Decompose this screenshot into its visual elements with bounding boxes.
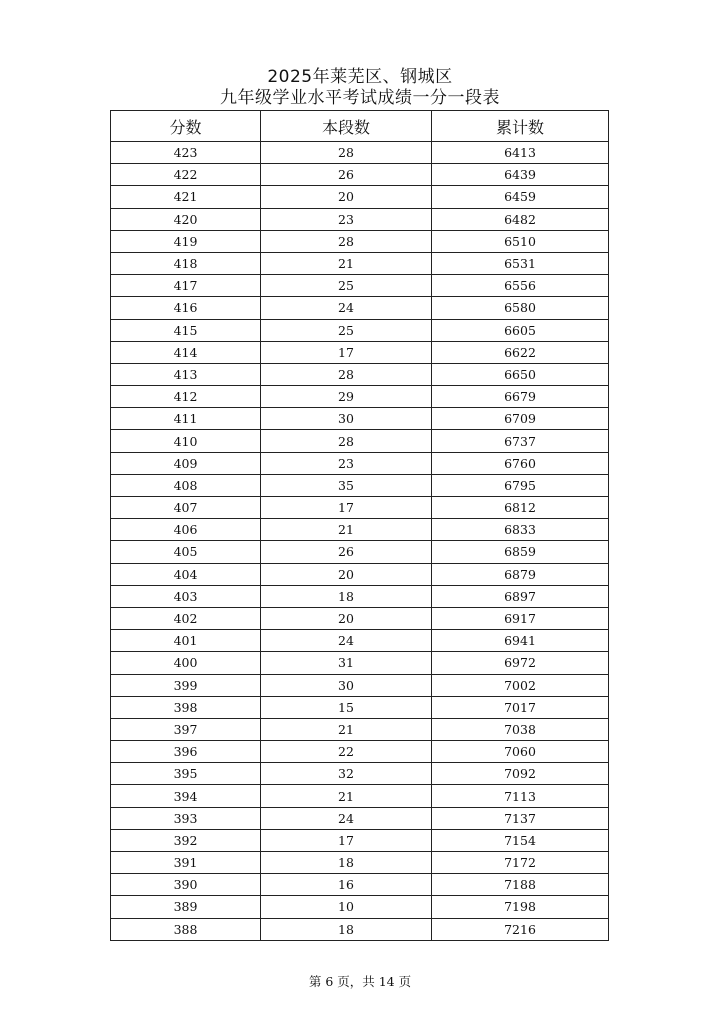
cell-score: 396 <box>111 741 261 763</box>
cell-segment-count: 21 <box>261 785 432 807</box>
cell-segment-count: 35 <box>261 474 432 496</box>
table-row <box>111 652 609 674</box>
cell-score: 408 <box>111 474 261 496</box>
table-row <box>111 363 609 385</box>
cell-segment-count: 20 <box>261 563 432 585</box>
cell-score: 395 <box>111 763 261 785</box>
document-title-line-2: 九年级学业水平考试成绩一分一段表 <box>220 88 500 108</box>
cell-segment-count: 24 <box>261 807 432 829</box>
cell-score: 414 <box>111 341 261 363</box>
cell-score: 399 <box>111 674 261 696</box>
cell-cumulative-count: 6760 <box>432 452 609 474</box>
cell-segment-count: 17 <box>261 497 432 519</box>
table-row <box>111 674 609 696</box>
table-row <box>111 785 609 807</box>
cell-cumulative-count: 6709 <box>432 408 609 430</box>
table-row <box>111 408 609 430</box>
cell-score: 412 <box>111 386 261 408</box>
table-row <box>111 896 609 918</box>
cell-segment-count: 18 <box>261 585 432 607</box>
cell-score: 402 <box>111 607 261 629</box>
cell-cumulative-count: 6941 <box>432 630 609 652</box>
table-row <box>111 741 609 763</box>
cell-score: 422 <box>111 164 261 186</box>
table-row <box>111 541 609 563</box>
cell-segment-count: 21 <box>261 519 432 541</box>
cell-score: 397 <box>111 718 261 740</box>
cell-cumulative-count: 7216 <box>432 918 609 940</box>
cell-segment-count: 30 <box>261 674 432 696</box>
cell-cumulative-count: 6650 <box>432 363 609 385</box>
table-row <box>111 230 609 252</box>
cell-cumulative-count: 6622 <box>432 341 609 363</box>
table-body <box>111 142 609 941</box>
cell-segment-count: 20 <box>261 607 432 629</box>
cell-cumulative-count: 7002 <box>432 674 609 696</box>
cell-segment-count: 25 <box>261 275 432 297</box>
table-row <box>111 763 609 785</box>
table-row <box>111 718 609 740</box>
cell-score: 400 <box>111 652 261 674</box>
table-row <box>111 142 609 164</box>
cell-cumulative-count: 7113 <box>432 785 609 807</box>
cell-segment-count: 30 <box>261 408 432 430</box>
cell-score: 392 <box>111 829 261 851</box>
cell-cumulative-count: 6737 <box>432 430 609 452</box>
table-row <box>111 208 609 230</box>
cell-cumulative-count: 7198 <box>432 896 609 918</box>
table-row <box>111 519 609 541</box>
table-row <box>111 252 609 274</box>
cell-score: 404 <box>111 563 261 585</box>
cell-score: 398 <box>111 696 261 718</box>
page-number: 第 6 页，共 14 页 <box>308 974 412 989</box>
cell-cumulative-count: 7060 <box>432 741 609 763</box>
cell-score: 409 <box>111 452 261 474</box>
score-distribution-table <box>110 110 609 941</box>
header-cumulative-count: 累计数 <box>432 111 609 142</box>
cell-cumulative-count: 6580 <box>432 297 609 319</box>
cell-score: 390 <box>111 874 261 896</box>
table-row <box>111 319 609 341</box>
cell-score: 419 <box>111 230 261 252</box>
cell-segment-count: 25 <box>261 319 432 341</box>
table-row <box>111 430 609 452</box>
table-row <box>111 852 609 874</box>
cell-segment-count: 20 <box>261 186 432 208</box>
cell-segment-count: 18 <box>261 852 432 874</box>
cell-score: 393 <box>111 807 261 829</box>
cell-score: 413 <box>111 363 261 385</box>
cell-score: 418 <box>111 252 261 274</box>
cell-score: 406 <box>111 519 261 541</box>
cell-cumulative-count: 6510 <box>432 230 609 252</box>
table-row <box>111 452 609 474</box>
cell-cumulative-count: 6556 <box>432 275 609 297</box>
table-row <box>111 585 609 607</box>
cell-segment-count: 28 <box>261 430 432 452</box>
cell-segment-count: 17 <box>261 341 432 363</box>
table-row <box>111 297 609 319</box>
cell-segment-count: 24 <box>261 630 432 652</box>
table-row <box>111 474 609 496</box>
cell-segment-count: 26 <box>261 164 432 186</box>
table-header-row <box>111 111 609 142</box>
cell-cumulative-count: 6972 <box>432 652 609 674</box>
cell-segment-count: 31 <box>261 652 432 674</box>
table-row <box>111 829 609 851</box>
cell-cumulative-count: 7172 <box>432 852 609 874</box>
cell-score: 423 <box>111 142 261 164</box>
cell-score: 421 <box>111 186 261 208</box>
cell-cumulative-count: 6439 <box>432 164 609 186</box>
cell-score: 394 <box>111 785 261 807</box>
table-row <box>111 807 609 829</box>
cell-cumulative-count: 7137 <box>432 807 609 829</box>
table-row <box>111 630 609 652</box>
cell-segment-count: 16 <box>261 874 432 896</box>
cell-score: 417 <box>111 275 261 297</box>
cell-segment-count: 26 <box>261 541 432 563</box>
cell-score: 407 <box>111 497 261 519</box>
cell-score: 416 <box>111 297 261 319</box>
cell-segment-count: 10 <box>261 896 432 918</box>
table-row <box>111 341 609 363</box>
cell-score: 410 <box>111 430 261 452</box>
cell-segment-count: 28 <box>261 142 432 164</box>
cell-cumulative-count: 6482 <box>432 208 609 230</box>
header-segment-count: 本段数 <box>261 111 432 142</box>
cell-score: 391 <box>111 852 261 874</box>
cell-score: 415 <box>111 319 261 341</box>
cell-segment-count: 15 <box>261 696 432 718</box>
table-row <box>111 164 609 186</box>
cell-segment-count: 23 <box>261 208 432 230</box>
cell-cumulative-count: 6833 <box>432 519 609 541</box>
cell-cumulative-count: 7188 <box>432 874 609 896</box>
cell-segment-count: 17 <box>261 829 432 851</box>
cell-score: 401 <box>111 630 261 652</box>
cell-cumulative-count: 6679 <box>432 386 609 408</box>
cell-segment-count: 21 <box>261 718 432 740</box>
cell-segment-count: 28 <box>261 363 432 385</box>
cell-cumulative-count: 7154 <box>432 829 609 851</box>
table-row <box>111 275 609 297</box>
cell-cumulative-count: 6459 <box>432 186 609 208</box>
cell-cumulative-count: 7092 <box>432 763 609 785</box>
table-row <box>111 186 609 208</box>
cell-segment-count: 28 <box>261 230 432 252</box>
table-row <box>111 563 609 585</box>
cell-cumulative-count: 6917 <box>432 607 609 629</box>
cell-score: 411 <box>111 408 261 430</box>
cell-score: 405 <box>111 541 261 563</box>
cell-score: 389 <box>111 896 261 918</box>
document-title-line-1: 2025年莱芜区、钢城区 <box>267 67 453 87</box>
cell-segment-count: 24 <box>261 297 432 319</box>
cell-segment-count: 29 <box>261 386 432 408</box>
cell-cumulative-count: 6795 <box>432 474 609 496</box>
cell-segment-count: 18 <box>261 918 432 940</box>
cell-score: 420 <box>111 208 261 230</box>
table-row <box>111 874 609 896</box>
cell-score: 403 <box>111 585 261 607</box>
cell-cumulative-count: 6879 <box>432 563 609 585</box>
table-row <box>111 696 609 718</box>
cell-segment-count: 32 <box>261 763 432 785</box>
header-score: 分数 <box>111 111 261 142</box>
cell-cumulative-count: 6531 <box>432 252 609 274</box>
cell-cumulative-count: 6413 <box>432 142 609 164</box>
cell-cumulative-count: 6897 <box>432 585 609 607</box>
cell-cumulative-count: 6812 <box>432 497 609 519</box>
table-row <box>111 918 609 940</box>
cell-score: 388 <box>111 918 261 940</box>
cell-cumulative-count: 6605 <box>432 319 609 341</box>
cell-segment-count: 21 <box>261 252 432 274</box>
cell-segment-count: 22 <box>261 741 432 763</box>
cell-cumulative-count: 7038 <box>432 718 609 740</box>
table-row <box>111 386 609 408</box>
cell-cumulative-count: 6859 <box>432 541 609 563</box>
table-row <box>111 497 609 519</box>
cell-cumulative-count: 7017 <box>432 696 609 718</box>
table-row <box>111 607 609 629</box>
cell-segment-count: 23 <box>261 452 432 474</box>
